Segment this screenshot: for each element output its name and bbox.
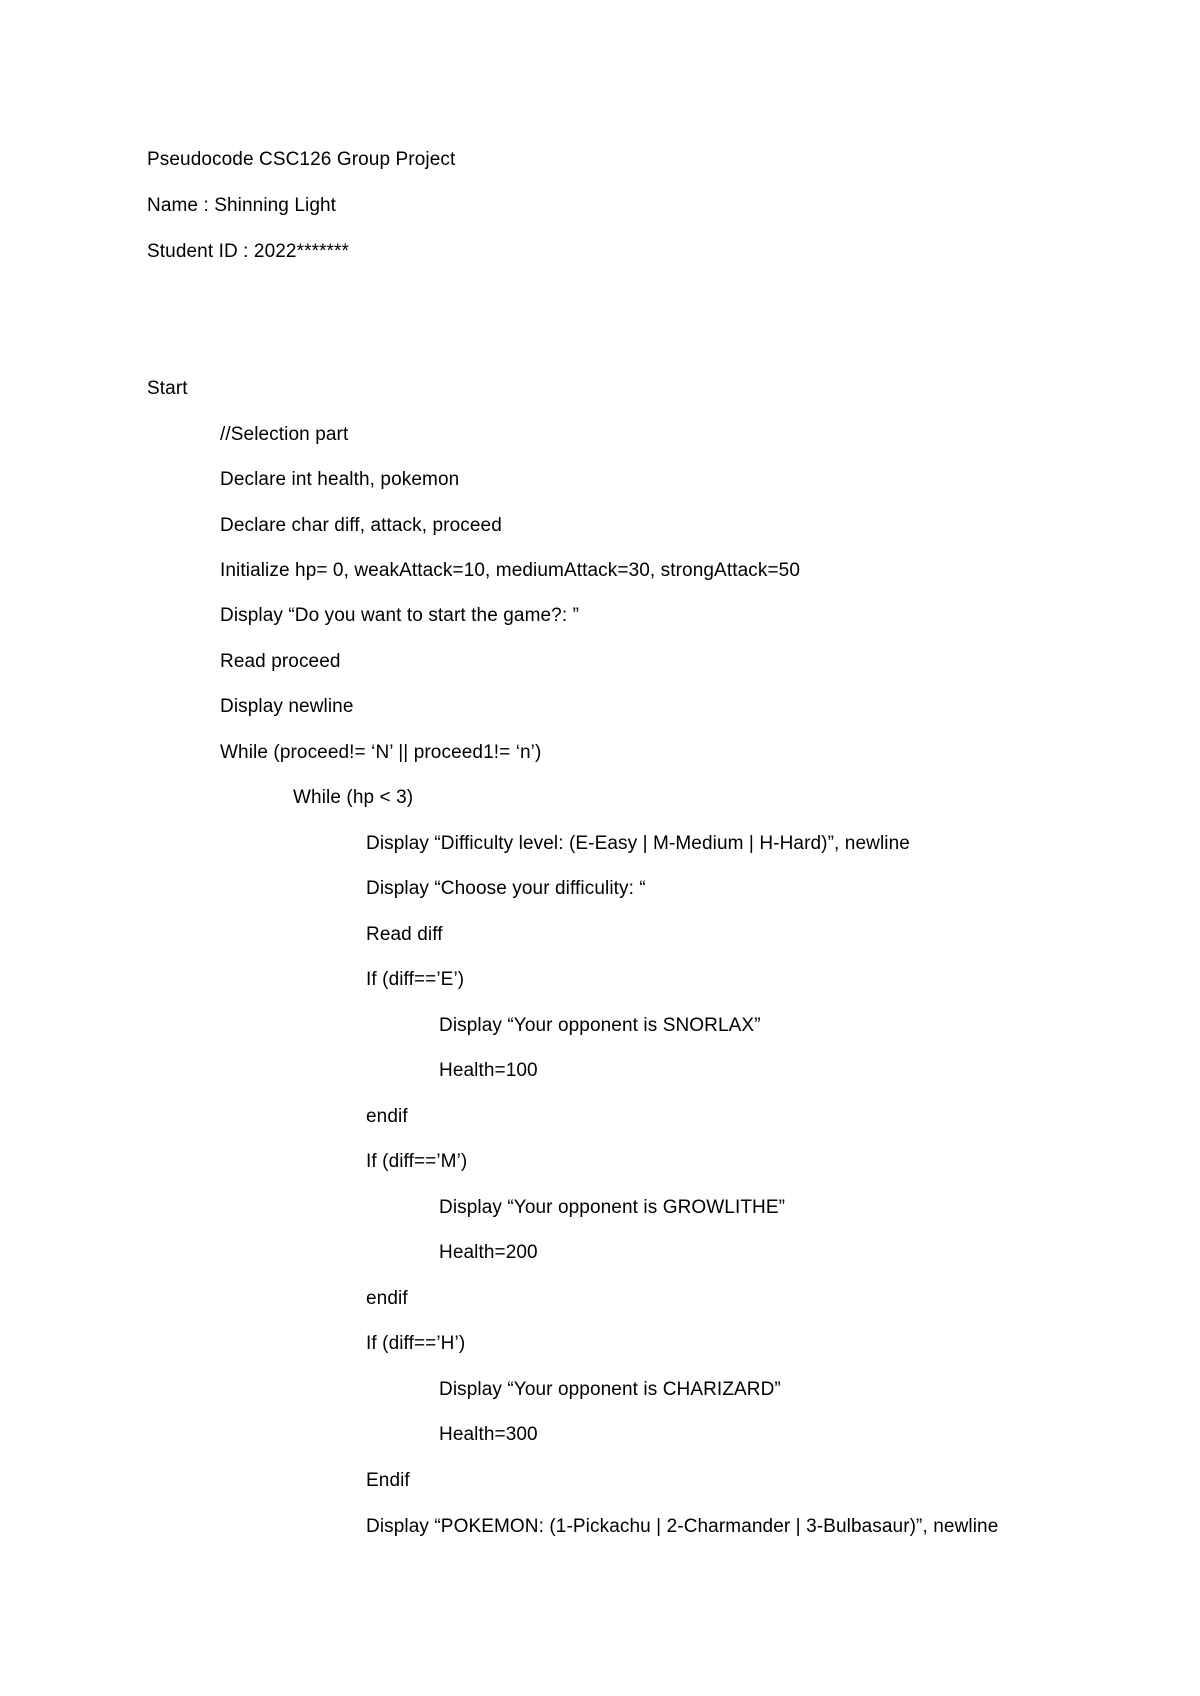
code-line: If (diff==’H’) [366,1333,466,1354]
code-line: Health=300 [439,1424,538,1445]
code-line: //Selection part [220,424,349,445]
code-line: Display “Your opponent is CHARIZARD” [439,1379,781,1400]
code-line: Display “POKEMON: (1-Pickachu | 2-Charmander | 3-Bulbasaur)”, newline [366,1516,999,1537]
code-line: Display newline [220,696,354,717]
code-line: Health=200 [439,1242,538,1263]
student-id: Student ID : 2022******* [147,241,350,262]
code-line: Display “Do you want to start the game?: ” [220,605,580,626]
code-line: Display “Choose your difficulity: “ [366,878,646,899]
code-line: While (hp < 3) [293,787,414,808]
code-line: Display “Difficulty level: (E-Easy | M-Medium | H-Hard)”, newline [366,833,910,854]
code-line: Initialize hp= 0, weakAttack=10, mediumAttack=30, strongAttack=50 [220,560,800,581]
code-line: Endif [366,1470,410,1491]
code-line: Health=100 [439,1060,538,1081]
code-line: While (proceed!= ‘N’ || proceed1!= ‘n’) [220,742,542,763]
code-start: Start [147,378,188,399]
code-line: If (diff==’M’) [366,1151,468,1172]
code-line: Read proceed [220,651,341,672]
document-title: Pseudocode CSC126 Group Project [147,149,456,170]
author-name: Name : Shinning Light [147,195,337,216]
code-line: If (diff==’E’) [366,969,465,990]
code-line: endif [366,1288,408,1309]
code-line: Display “Your opponent is GROWLITHE” [439,1197,786,1218]
code-line: Read diff [366,924,443,945]
code-line: Declare char diff, attack, proceed [220,515,502,536]
code-line: endif [366,1106,408,1127]
code-line: Display “Your opponent is SNORLAX” [439,1015,761,1036]
code-line: Declare int health, pokemon [220,469,460,490]
